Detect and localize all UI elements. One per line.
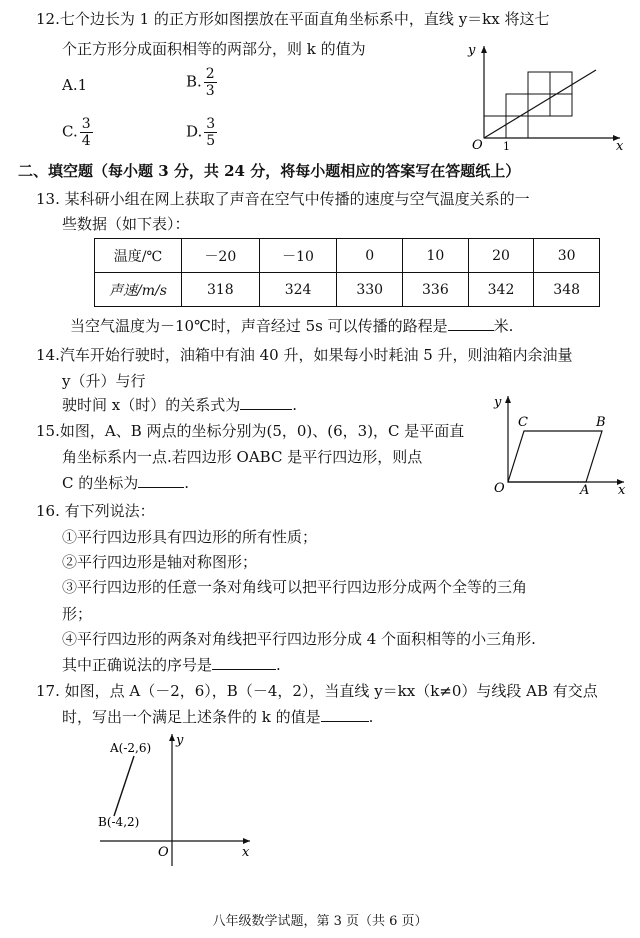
answer-blank[interactable] (240, 408, 292, 410)
point-a-label: A (580, 483, 590, 498)
table-cell: 0 (337, 239, 403, 273)
table-cell: 10 (403, 239, 469, 273)
numerator: 2 (205, 66, 215, 82)
q17-line2 (62, 706, 373, 727)
origin-label: O (472, 138, 483, 152)
q12-line1: 12.七个边长为 1 的正方形如图摆放在平面直角坐标系中，直线 y＝kx 将这七 (36, 10, 550, 28)
numerator: 3 (81, 116, 91, 132)
q15-line3 (62, 472, 189, 493)
q14-line2: y（升）与行 (62, 372, 146, 390)
q17-segment-figure (90, 728, 260, 868)
parallelogram-oabc (508, 431, 602, 482)
q17-line1: 17. 如图，点 A（－2，6），B（－4，2），当直线 y＝kx（k≠0）与线段 AB 有交点 (36, 682, 598, 700)
table-cell: 348 (534, 273, 600, 307)
option-c-prefix: C. (62, 122, 78, 141)
q15-question-text: C 的坐标为 (62, 474, 139, 492)
table-row (95, 273, 600, 307)
q16-period: . (276, 656, 281, 674)
y-arrow (481, 46, 487, 53)
denominator: 4 (81, 133, 91, 149)
fraction (204, 66, 217, 99)
y-arrow (169, 734, 175, 741)
option-b-prefix: B. (186, 72, 202, 91)
answer-blank[interactable] (321, 720, 369, 722)
denominator: 3 (205, 83, 215, 99)
q12-option-b (186, 66, 217, 99)
y-label: y (494, 395, 502, 410)
q13-line3 (70, 315, 513, 336)
square (550, 94, 572, 116)
q16-statement-4: ④平行四边形的两条对角线把平行四边形分成 4 个面积相等的小三角形. (62, 630, 536, 648)
table-header-cell: 温度/℃ (95, 239, 182, 273)
table-header-cell: 声速/m/s (95, 273, 182, 307)
point-b-label: B(-4,2) (98, 815, 140, 829)
answer-blank[interactable] (138, 486, 184, 488)
denominator: 5 (206, 133, 216, 149)
origin-label: O (158, 845, 169, 860)
q12-line2: 个正方形分成面积相等的两部分，则 k 的值为 (62, 40, 366, 58)
q15-line2: 角坐标系内一点.若四边形 OABC 是平行四边形，则点 (62, 448, 423, 466)
page-footer: 八年级数学试题，第 3 页（共 6 页） (212, 914, 428, 929)
origin-label: O (494, 481, 505, 496)
q16-statement-3a: ③平行四边形的任意一条对角线可以把平行四边形分成两个全等的三角 (62, 578, 528, 596)
y-label: y (468, 43, 476, 58)
q14-period: . (292, 396, 298, 414)
table-row (95, 239, 600, 273)
x-label: x (242, 845, 250, 860)
q14-question-text: 驶时间 x（时）的关系式为 (62, 396, 241, 414)
table-cell: 30 (534, 239, 600, 273)
table-cell: －10 (259, 239, 337, 273)
numerator: 3 (206, 116, 216, 132)
table-cell: 336 (403, 273, 469, 307)
line-y-kx (484, 70, 596, 138)
x-arrow (243, 838, 250, 844)
point-a-label: A(-2,6) (110, 741, 152, 755)
q13-line2: 些数据（如下表）： (62, 215, 190, 233)
table-cell: －20 (182, 239, 260, 273)
x-label: x (616, 139, 624, 152)
q17-period: . (368, 708, 374, 726)
segment-ab (114, 756, 134, 816)
q16-last-line (62, 654, 281, 675)
q12-option-d (186, 116, 217, 149)
table-cell: 342 (468, 273, 534, 307)
q13-question-text: 当空气温度为－10℃时，声音经过 5s 可以传播的路程是 (70, 317, 448, 335)
q16-statement-2: ②平行四边形是轴对称图形； (62, 553, 258, 571)
section-title: 二、填空题（每小题 3 分，共 24 分，将每小题相应的答案写在答题纸上） (18, 162, 521, 180)
y-label: y (176, 733, 184, 748)
table-cell: 324 (259, 273, 337, 307)
answer-blank[interactable] (212, 668, 276, 670)
square (528, 72, 550, 94)
table-cell: 20 (468, 239, 534, 273)
q17-question-text: 时，写出一个满足上述条件的 k 的值是 (62, 708, 321, 726)
q16-statement-1: ①平行四边形具有四边形的所有性质； (62, 528, 318, 546)
q13-line1: 13. 某科研小组在网上获取了声音在空气中传播的速度与空气温度关系的一 (36, 190, 530, 208)
q14-line1: 14.汽车开始行驶时，油箱中有油 40 升，如果每小时耗油 5 升，则油箱内余油量 (36, 346, 573, 364)
speed-table (94, 238, 600, 307)
x-label: x (618, 483, 626, 498)
square (506, 116, 528, 138)
table-cell: 330 (337, 273, 403, 307)
q14-line3 (62, 394, 297, 415)
table-cell: 318 (182, 273, 260, 307)
fraction (80, 116, 93, 149)
answer-blank[interactable] (448, 329, 494, 331)
q15-parallelogram-figure (482, 390, 632, 498)
q16-question-text: 其中正确说法的序号是 (62, 656, 213, 674)
q15-line1: 15.如图，A、B 两点的坐标分别为(5，0)、(6，3)，C 是平面直 (36, 422, 465, 440)
y-arrow (505, 396, 511, 403)
q16-statement-3b: 形； (62, 605, 93, 623)
option-d-prefix: D. (186, 122, 203, 141)
q12-squares-figure (458, 40, 628, 152)
point-b-label: B (596, 415, 606, 430)
fraction (204, 116, 217, 149)
q16-line1: 16. 有下列说法： (36, 502, 155, 520)
tick-label-one: 1 (503, 140, 510, 152)
point-c-label: C (518, 415, 528, 430)
q12-option-c (62, 116, 93, 149)
squares (484, 72, 572, 138)
q12-option-a: A.1 (62, 76, 88, 94)
q15-period: . (184, 474, 190, 492)
q13-unit: 米. (493, 317, 514, 335)
